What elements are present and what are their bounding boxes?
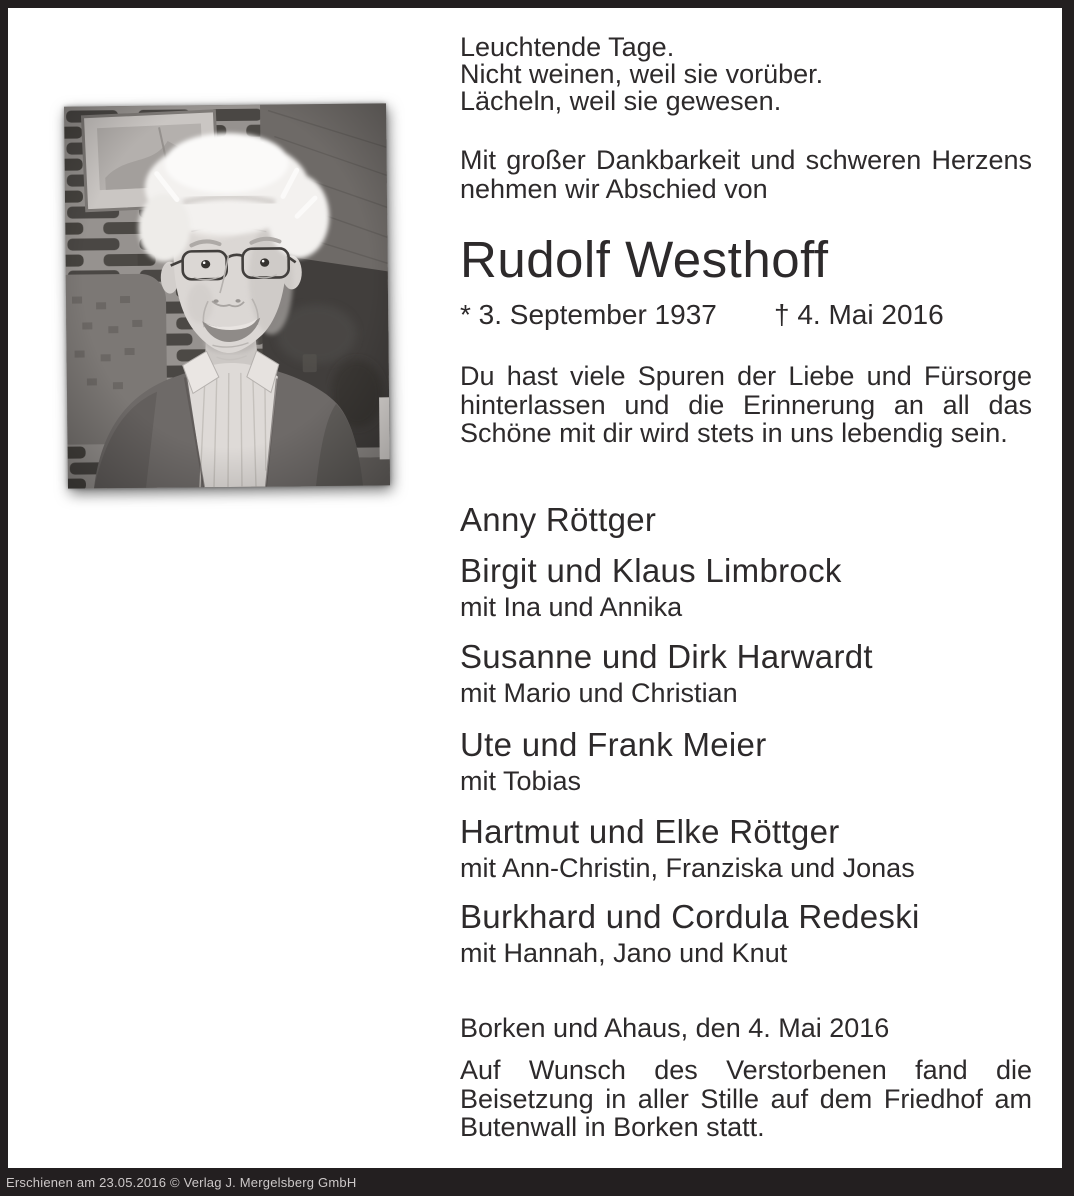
- quote-line: Nicht weinen, weil sie vorüber.: [460, 59, 824, 89]
- deceased-name: Rudolf Westhoff: [460, 231, 829, 288]
- portrait-photo: [64, 103, 390, 488]
- mourner-children: mit Tobias: [460, 766, 582, 796]
- mourner-children: mit Mario und Christian: [460, 678, 738, 708]
- intro-text: Mit großer Dankbarkeit und schweren Herzens nehmen wir Abschied von: [460, 145, 1032, 204]
- mourner-name: Ute und Frank Meier: [460, 726, 767, 763]
- quote-line: Leuchtende Tage.: [460, 32, 675, 62]
- burial-note: Auf Wunsch des Verstorbenen fand die Beisetzung in aller Stille auf dem Friedhof am Butenwall in Borken statt.: [460, 1055, 1032, 1142]
- portrait-illustration: [64, 103, 390, 488]
- mourner-children: mit Ann-Christin, Franziska und Jonas: [460, 853, 915, 883]
- mourner-name: Susanne und Dirk Harwardt: [460, 638, 873, 675]
- quote-block: [460, 34, 1032, 115]
- life-dates: [460, 300, 1032, 330]
- place-date: Borken und Ahaus, den 4. Mai 2016: [460, 1013, 890, 1043]
- death-date: † 4. Mai 2016: [774, 299, 944, 330]
- mourner-children: mit Hannah, Jano und Knut: [460, 938, 788, 968]
- mourner-entry: [460, 638, 1032, 710]
- imprint-bar: [0, 1168, 1074, 1196]
- tribute-text: Du hast viele Spuren der Liebe und Fürsorge hinterlassen und die Erinnerung an all das Schöne mit dir wird stets in uns lebendig sein.: [460, 361, 1032, 448]
- birth-date: * 3. September 1937: [460, 299, 717, 330]
- mourner-name: Birgit und Klaus Limbrock: [460, 552, 842, 589]
- mourner-children: mit Ina und Annika: [460, 592, 683, 622]
- mourner-entry: [460, 726, 1032, 798]
- imprint-text: Erschienen am 23.05.2016 © Verlag J. Mergelsberg GmbH: [6, 1174, 357, 1190]
- quote-line: Lächeln, weil sie gewesen.: [460, 86, 782, 116]
- mourner-entry: [460, 501, 1032, 539]
- mourner-entry: [460, 898, 1032, 970]
- mourner-entry: [460, 552, 1032, 624]
- mourner-entry: [460, 813, 1032, 885]
- mourner-name: Hartmut und Elke Röttger: [460, 813, 840, 850]
- mourner-name: Anny Röttger: [460, 501, 657, 538]
- mourner-name: Burkhard und Cordula Redeski: [460, 898, 920, 935]
